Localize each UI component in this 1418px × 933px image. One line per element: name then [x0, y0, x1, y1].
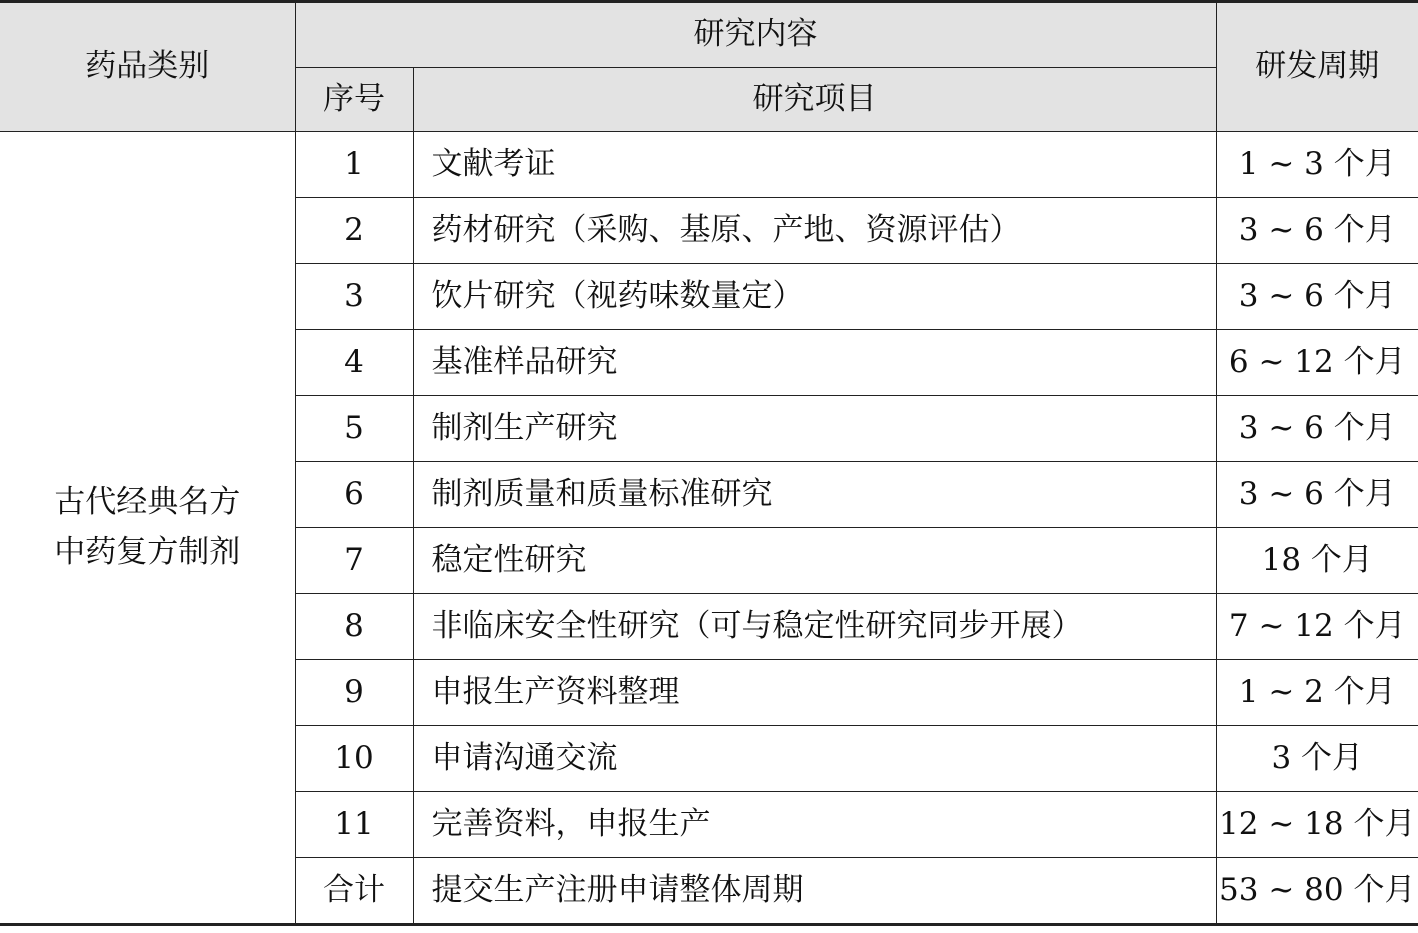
- item-cell: 稳定性研究: [413, 528, 1216, 594]
- seq-cell: 11: [295, 792, 413, 858]
- period-cell: 1 ~ 2 个月: [1216, 660, 1418, 726]
- seq-cell: 1: [295, 132, 413, 198]
- period-cell: 3 ~ 6 个月: [1216, 264, 1418, 330]
- seq-cell: 10: [295, 726, 413, 792]
- item-cell: 申请沟通交流: [413, 726, 1216, 792]
- seq-cell: 3: [295, 264, 413, 330]
- period-cell: 12 ~ 18 个月: [1216, 792, 1418, 858]
- seq-cell: 4: [295, 330, 413, 396]
- period-cell: 3 个月: [1216, 726, 1418, 792]
- period-cell: 3 ~ 6 个月: [1216, 462, 1418, 528]
- table-row: [0, 132, 1418, 198]
- seq-cell: 5: [295, 396, 413, 462]
- item-cell: 申报生产资料整理: [413, 660, 1216, 726]
- item-cell: 非临床安全性研究（可与稳定性研究同步开展）: [413, 594, 1216, 660]
- item-cell-total: 提交生产注册申请整体周期: [413, 858, 1216, 925]
- table-body: [0, 132, 1418, 925]
- item-cell: 药材研究（采购、基原、产地、资源评估）: [413, 198, 1216, 264]
- seq-cell: 8: [295, 594, 413, 660]
- period-cell: 3 ~ 6 个月: [1216, 396, 1418, 462]
- period-cell: 1 ~ 3 个月: [1216, 132, 1418, 198]
- category-line-1: 古代经典名方: [54, 483, 241, 520]
- header-seq: 序号: [295, 68, 413, 132]
- item-cell: 制剂质量和质量标准研究: [413, 462, 1216, 528]
- item-cell: 基准样品研究: [413, 330, 1216, 396]
- header-research-content: 研究内容: [295, 2, 1216, 68]
- header-row-top: [0, 2, 1418, 68]
- period-cell: 3 ~ 6 个月: [1216, 198, 1418, 264]
- period-cell-total: 53 ~ 80 个月: [1216, 858, 1418, 925]
- header-period: 研发周期: [1216, 2, 1418, 132]
- item-cell: 制剂生产研究: [413, 396, 1216, 462]
- category-line-2: 中药复方制剂: [54, 533, 241, 570]
- header-item: 研究项目: [413, 68, 1216, 132]
- category-cell: [0, 132, 295, 925]
- seq-cell-total: 合计: [295, 858, 413, 925]
- item-cell: 文献考证: [413, 132, 1216, 198]
- seq-cell: 9: [295, 660, 413, 726]
- item-cell: 完善资料，申报生产: [413, 792, 1216, 858]
- seq-cell: 2: [295, 198, 413, 264]
- header-category: 药品类别: [0, 2, 295, 132]
- period-cell: 6 ~ 12 个月: [1216, 330, 1418, 396]
- seq-cell: 7: [295, 528, 413, 594]
- table-header: [0, 2, 1418, 132]
- period-cell: 7 ~ 12 个月: [1216, 594, 1418, 660]
- period-cell: 18 个月: [1216, 528, 1418, 594]
- seq-cell: 6: [295, 462, 413, 528]
- item-cell: 饮片研究（视药味数量定）: [413, 264, 1216, 330]
